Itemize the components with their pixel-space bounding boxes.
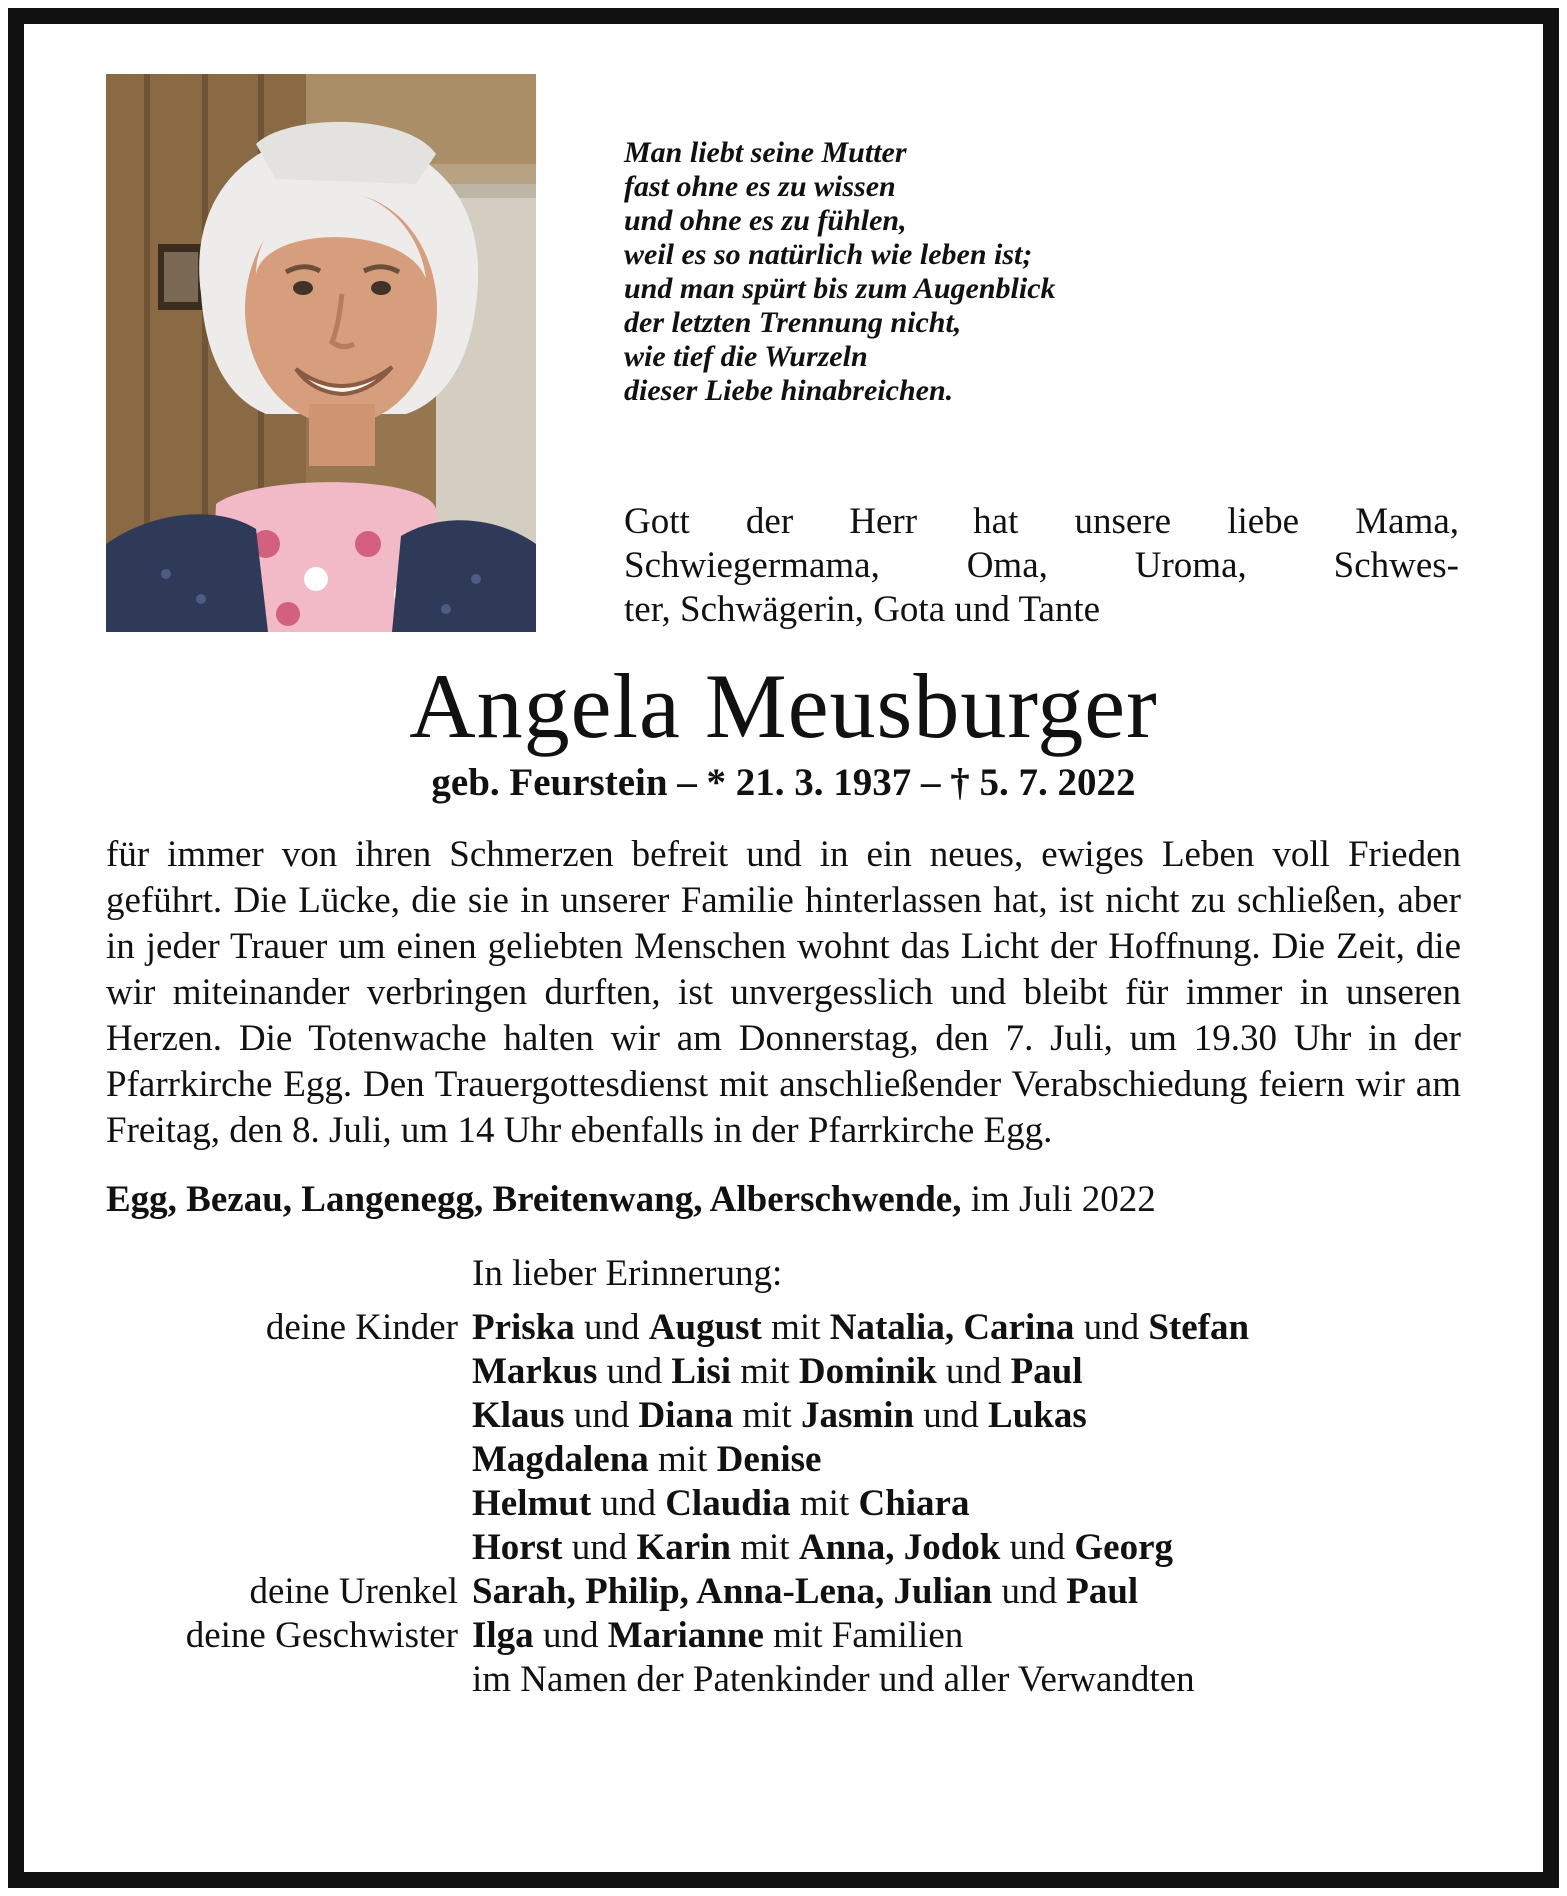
text-segment: Paul [1066, 1571, 1139, 1612]
text-segment: Karin [636, 1527, 731, 1568]
text-segment: Stefan [1148, 1307, 1250, 1348]
poem-line: der letzten Trennung nicht, [624, 306, 962, 339]
right-column [624, 74, 1459, 632]
memorial-label [106, 1350, 472, 1394]
memorial-row [106, 1350, 1461, 1394]
text-segment: Natalia, Carina [829, 1307, 1075, 1348]
text-segment: Sarah, Philip, Anna-Lena, Julian [472, 1571, 993, 1612]
text-segment: mit [733, 1395, 801, 1436]
text-segment: und [597, 1351, 672, 1392]
poem-line: wie tief die Wurzeln [624, 340, 868, 373]
memorial-names [472, 1614, 1461, 1658]
text-segment: Paul [1010, 1351, 1083, 1392]
places-line [106, 1178, 1461, 1222]
memorial-row [106, 1658, 1461, 1702]
remembrance-heading: In lieber Erinnerung: [472, 1253, 783, 1294]
memorial-list [106, 1306, 1461, 1702]
memorial-row [106, 1570, 1461, 1614]
memorial-names [472, 1438, 1461, 1482]
text-segment: Helmut [472, 1483, 592, 1524]
poem-line: weil es so natürlich wie leben ist; [624, 238, 1033, 271]
text-segment: Claudia [665, 1483, 791, 1524]
top-section [106, 74, 1461, 632]
card-content [24, 24, 1543, 1742]
memorial-label: deine Kinder [265, 1307, 458, 1348]
obituary-text: für immer von ihren Schmerzen befreit und in ein neues, ewiges Leben voll Frieden geführt. Die Lücke, die sie in unserer Familie hinterlassen hat, ist nicht zu schließen, aber in jeder Trauer um einen geliebten Menschen wohnt das Licht der Hoffnung. Die Zeit, die wir miteinander verbringen durften, ist unvergesslich und bleibt für immer in unseren Herzen. Die Totenwache halten wir am Donnerstag, den 7. Juli, um 19.30 Uhr in der Pfarrkirche Egg. Den Trauergottesdienst mit anschließender Verabschiedung feiern wir am Freitag, den 8. Juli, um 14 Uhr ebenfalls in der Pfarrkirche Egg. [106, 834, 1461, 1151]
poem-line: fast ohne es zu wissen [624, 170, 896, 203]
text-segment: Markus [472, 1351, 598, 1392]
intro-line: Gott der Herr hat unsere liebe Mama, [624, 501, 1459, 542]
memorial-label [106, 1394, 472, 1438]
memorial-names [472, 1570, 1461, 1614]
places-list: Egg, Bezau, Langenegg, Breitenwang, Alberschwende, [106, 1179, 962, 1220]
text-segment: und [533, 1615, 608, 1656]
memorial-row [106, 1394, 1461, 1438]
poem-line: dieser Liebe hinabreichen. [624, 374, 954, 407]
memorial-label [106, 1526, 472, 1570]
text-segment: und [562, 1527, 637, 1568]
text-segment: und [564, 1395, 639, 1436]
memorial-names [472, 1306, 1461, 1350]
memorial-row [106, 1438, 1461, 1482]
text-segment: Ilga [472, 1615, 534, 1656]
memorial-names [472, 1482, 1461, 1526]
text-segment: mit [790, 1483, 859, 1524]
intro-paragraph [624, 500, 1459, 632]
text-segment: und [591, 1483, 666, 1524]
text-segment: Marianne [607, 1615, 764, 1656]
intro-line: ter, Schwägerin, Gota und Tante [624, 589, 1101, 630]
text-segment: und [936, 1351, 1011, 1392]
text-segment: Lisi [671, 1351, 732, 1392]
text-segment: im Namen der Patenkinder und aller Verwandten [472, 1659, 1195, 1700]
memorial-label [106, 1482, 472, 1526]
memorial-names [472, 1658, 1461, 1702]
memorial-label [106, 1438, 472, 1482]
places-date: im Juli 2022 [961, 1179, 1156, 1220]
text-segment: und [992, 1571, 1067, 1612]
text-segment: Klaus [472, 1395, 565, 1436]
memorial-row [106, 1306, 1461, 1350]
text-segment: Dominik [798, 1351, 937, 1392]
text-segment: und [914, 1395, 989, 1436]
text-segment: Magdalena [472, 1439, 649, 1480]
text-segment: Horst [472, 1527, 563, 1568]
text-segment: Jasmin [800, 1395, 915, 1436]
intro-line: Schwiegermama, Oma, Uroma, Schwes- [624, 545, 1459, 586]
memorial-label: deine Geschwister [185, 1615, 458, 1656]
poem-line: und man spürt bis zum Augenblick [624, 272, 1056, 305]
deceased-dates: geb. Feurstein – * 21. 3. 1937 – † 5. 7. 2022 [431, 761, 1136, 804]
obituary-card [8, 8, 1559, 1888]
portrait-photo [106, 74, 536, 632]
text-segment: mit [761, 1307, 830, 1348]
text-segment: Chiara [858, 1483, 970, 1524]
memorial-names [472, 1526, 1461, 1570]
text-segment: Georg [1074, 1527, 1173, 1568]
portrait-photo-graphic [106, 74, 536, 632]
deceased-name: Angela Meusburger [409, 655, 1158, 757]
memorial-row [106, 1614, 1461, 1658]
text-segment: August [648, 1307, 762, 1348]
text-segment: mit [731, 1351, 799, 1392]
memorial-row [106, 1482, 1461, 1526]
memorial-names [472, 1350, 1461, 1394]
text-segment: mit Familien [763, 1615, 964, 1656]
text-segment: und [574, 1307, 649, 1348]
text-segment: mit [648, 1439, 717, 1480]
memorial-label [106, 1658, 472, 1702]
text-segment: Priska [472, 1307, 575, 1348]
poem-line: und ohne es zu fühlen, [624, 204, 907, 237]
text-segment: und [1074, 1307, 1149, 1348]
memorial-names [472, 1394, 1461, 1438]
text-segment: Diana [638, 1395, 734, 1436]
text-segment: Anna, Jodok [798, 1527, 1001, 1568]
memorial-label: deine Urenkel [249, 1571, 458, 1612]
text-segment: Denise [716, 1439, 822, 1480]
text-segment: mit [731, 1527, 799, 1568]
text-segment: Lukas [988, 1395, 1087, 1436]
memorial-row [106, 1526, 1461, 1570]
poem [624, 136, 1459, 408]
poem-line: Man liebt seine Mutter [624, 136, 907, 169]
text-segment: und [1000, 1527, 1075, 1568]
